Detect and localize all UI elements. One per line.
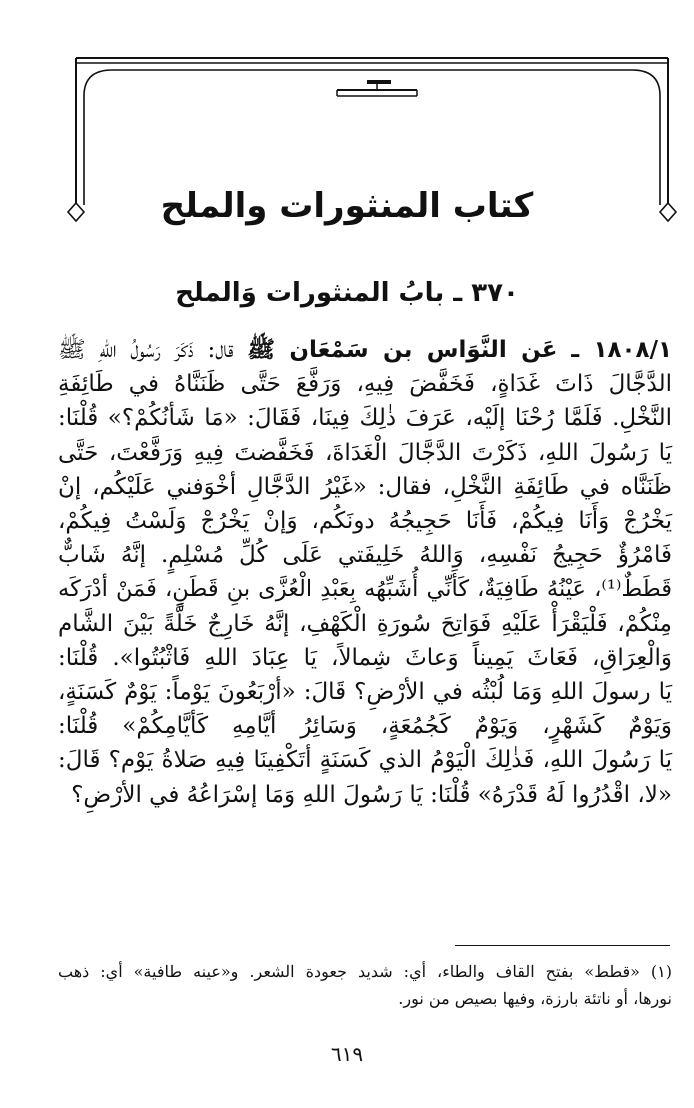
hadith-line: مِنْكُمْ، فَلْيَقْرَأْ عَلَيْهِ فَوَاتِحَ سُورَةِ الْكَهْفِ، إنَّهُ خَارِجٌ خَلَّةً بَيْنَ الشَّام — [58, 610, 672, 637]
footnote-line: (١) «قطط» بفتح القاف والطاء، أي: شديد جعودة الشعر. و«عينه طافية» أي: ذهب — [58, 962, 672, 981]
hadith-line-text: قال: ذَكَرَ رَسُولُ اللهِ ﷺ — [58, 337, 234, 363]
hadith-line: فَامْرُؤٌ حَجِيجُ نَفْسِهِ، وَاللهُ خَلِيفَتي عَلَى كُلِّ مُسْلِمٍ. إنَّهُ شَابٌّ — [58, 542, 672, 569]
hadith-line: يَا رَسُولَ اللهِ، ذَكَرْتَ الدَّجَّالَ الْغَدَاةَ، فَخَفَّضتَ فِيهِ وَرَفَّعْتَ، حَتَّى — [58, 439, 672, 466]
hadith-line: يَا رَسُولَ اللهِ، فَذٰلِكَ الْيَوْمُ الذي كَسَنَةٍ أتَكْفِينَا فِيهِ صَلاةُ يَوْم؟ قَالَ: — [58, 747, 672, 774]
book-title: كتاب المنثورات والملح — [160, 186, 534, 226]
page-number: ٦١٩ — [330, 1042, 364, 1066]
hadith-line: يَخْرُجْ وَأَنَا فِيكُمْ، فَأَنَا حَجِيجُهُ دونَكُم، وَإنْ يَخْرُجْ وَلَسْتُ فِيكُمْ، — [58, 508, 672, 535]
hadith-line: النَّخْلِ. فَلَمَّا رُحْنَا إلَيْه، عَرَفَ ذٰلِكَ فِينَا، فَقَالَ: «مَا شَأنُكُمْ؟» قُلْنَا: — [58, 405, 672, 432]
footnote — [58, 958, 672, 1012]
hadith-line: «لا، اقْدُرُوا لَهُ قَدْرَهُ» قُلْنَا: يَا رَسُولَ اللهِ وَمَا إسْرَاعُهُ في الأرْضِ؟ — [71, 781, 672, 808]
hadith-line: الدَّجَّالَ ذَاتَ غَدَاةٍ، فَخَفَّضَ فِيهِ، وَرَفَّعَ حَتَّى ظَنَنَّاهُ في طَائِفَةِ — [58, 371, 672, 398]
hadith-narrator: عَن النَّوَاس بن سَمْعَان ﷺ — [247, 337, 558, 363]
hadith-line: وَالْعِرَاقِ، فَعَاثَ يَمِيناً وَعاثَ شِمالاً، يَا عِبَادَ اللهِ فَاثْبُتُوا». قُلْنَا: — [58, 644, 672, 671]
hadith-body — [58, 333, 672, 812]
hadith-line: ظَنَنَّاه في طَائِفَةِ النَّخْلِ، فقال: «غَيْرُ الدَّجَّالِ أخْوَفني عَلَيْكُم، إنْ — [58, 473, 672, 500]
hadith-number: ١٨٠٨/١ ـ — [571, 337, 673, 363]
hadith-line: وَيَوْمٌ كَشَهْرٍ، وَيَوْمٌ كَجُمُعَةٍ، وَسَائِرُ أيَّامِهِ كَأيَّامِكُمْ» قُلْنَا: — [58, 713, 672, 740]
footnote-line: نورها، أو ناتئة بارزة، وفيها بصيص من نور. — [398, 989, 672, 1008]
hadith-line: قَطَطٌ⁽¹⁾، عَيْنُهُ طَافِيَةٌ، كَأَنِّي أُشَبِّهُه بِعَبْدِ الْعُزَّى بنِ قَطَنٍ، فَمَنْ أدْرَكَه — [58, 576, 672, 603]
hadith-line: يَا رسولَ اللهِ وَمَا لُبْثُه في الأرْضِ؟ قَالَ: «أرْبَعُونَ يَوْماً: يَوْمٌ كَسَنَةٍ، — [58, 679, 672, 706]
footnote-divider — [455, 945, 670, 946]
chapter-title: ٣٧٠ ـ بابُ المنثورات وَالملح — [175, 278, 519, 308]
hadith-line — [58, 333, 672, 367]
